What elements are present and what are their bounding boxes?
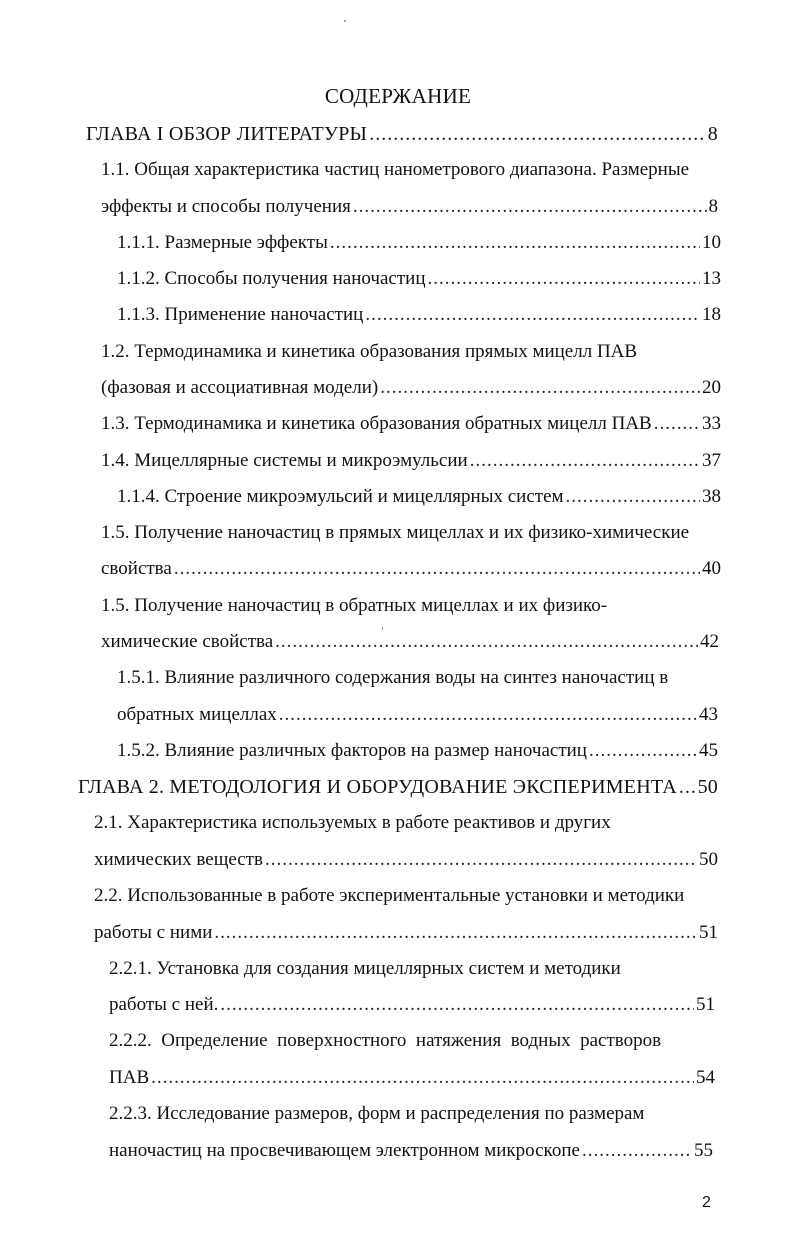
toc-leader-dots — [279, 702, 697, 728]
toc-entry-page: 8 — [708, 196, 718, 217]
toc-entry-page: 38 — [702, 486, 721, 507]
toc-entry-page: 50 — [697, 776, 718, 798]
toc-entry-label: 1.2. Термодинамика и кинетика образования прямых мицелл ПАВ — [101, 341, 638, 362]
toc-entry-2-2-3-first-line — [109, 1101, 715, 1127]
toc-entry-2-2-1 — [109, 992, 715, 1018]
toc-entry-page: 42 — [700, 631, 719, 652]
toc-entry-2-2-first-line — [94, 883, 718, 909]
toc-entry-2-2-1-first-line — [109, 956, 717, 982]
toc-leader-dots — [654, 411, 700, 437]
toc-entry-label: 1.5.1. Влияние различного содержания воды на синтез наночастиц в — [117, 667, 669, 688]
toc-leader-dots — [582, 1138, 692, 1164]
toc-entry-label: 2.2.3. Исследование размеров, форм и распределения по размерам — [109, 1103, 645, 1124]
toc-leader-dots — [470, 448, 700, 474]
toc-entry-1-5b-first-line — [101, 593, 719, 619]
toc-entry-label: 1.4. Мицеллярные системы и микроэмульсии — [101, 450, 468, 471]
toc-entry-2-1-first-line — [94, 810, 718, 836]
toc-entry-page: 55 — [694, 1140, 713, 1161]
toc-entry-page: 54 — [696, 1067, 715, 1088]
toc-entry-label: 1.1.4. Строение микроэмульсий и мицеллярных систем — [117, 486, 564, 507]
page-title: СОДЕРЖАНИЕ — [324, 84, 472, 108]
toc-entry-1-5-1-first-line — [117, 665, 719, 691]
toc-entry-2-2 — [94, 920, 718, 946]
toc-entry-label: 1.5. Получение наночастиц в обратных мицеллах и их физико- — [101, 595, 608, 616]
toc-entry-page: 10 — [702, 232, 721, 253]
toc-entry-label: 2.2. Использованные в работе экспериментальные установки и методики — [94, 885, 685, 906]
toc-leader-dots — [265, 847, 697, 873]
toc-entry-label: 1.1.1. Размерные эффекты — [117, 232, 328, 253]
toc-entry-label: работы с ними — [94, 922, 213, 943]
scan-speck — [344, 20, 346, 22]
toc-entry-label: ГЛАВА 2. МЕТОДОЛОГИЯ И ОБОРУДОВАНИЕ ЭКСПЕРИМЕНТА — [78, 776, 677, 798]
toc-leader-dots — [330, 230, 700, 256]
toc-entry-page: 43 — [699, 704, 718, 725]
toc-entry-page: 8 — [707, 123, 718, 145]
toc-entry-label: 1.5. Получение наночастиц в прямых мицеллах и их физико-химические — [101, 522, 690, 543]
toc-entry-1-1-first-line — [101, 157, 719, 183]
toc-leader-dots — [427, 266, 700, 292]
toc-entry-page: 51 — [699, 922, 718, 943]
toc-entry-label: 1.1. Общая характеристика частиц нанометрового диапазона. Размерные — [101, 159, 690, 180]
toc-leader-dots — [353, 194, 707, 220]
toc-entry-page: 20 — [702, 377, 721, 398]
toc-entry-page: 33 — [702, 413, 721, 434]
toc-entry-1-3 — [101, 411, 721, 437]
toc-leader-dots — [220, 992, 694, 1018]
toc-entry-label: обратных мицеллах — [117, 704, 277, 725]
toc-entry-label: ПАВ — [109, 1067, 150, 1088]
toc-entry-label: свойства — [101, 558, 172, 579]
toc-entry-label: (фазовая и ассоциативная модели) — [101, 377, 379, 398]
toc-entry-1-2-first-line — [101, 339, 719, 365]
toc-entry-1-1-4 — [117, 484, 721, 510]
toc-entry-1-1 — [101, 194, 718, 220]
toc-entry-label: химических веществ — [94, 849, 263, 870]
toc-entry-1-1-1 — [117, 230, 721, 256]
toc-leader-dots — [151, 1065, 694, 1091]
toc-entry-label: работы с ней. — [109, 994, 219, 1015]
page-number: 2 — [702, 1194, 711, 1211]
toc-leader-dots — [275, 629, 698, 655]
toc-entry-2-2-3 — [109, 1138, 713, 1164]
toc-entry-1-1-3 — [117, 302, 721, 328]
toc-entry-page: 37 — [702, 450, 721, 471]
toc-entry-chapter-1 — [86, 121, 718, 147]
toc-leader-dots — [365, 302, 700, 328]
toc-entry-1-5-1 — [117, 702, 718, 728]
toc-entry-1-5-2 — [117, 738, 718, 764]
toc-entry-2-2-2 — [109, 1065, 715, 1091]
toc-entry-label: 2.2.2. Определение поверхностного натяжения водных растворов — [109, 1030, 662, 1051]
toc-entry-label: 1.1.3. Применение наночастиц — [117, 304, 364, 325]
toc-entry-label: ГЛАВА I ОБЗОР ЛИТЕРАТУРЫ — [86, 123, 368, 145]
toc-entry-label: химические свойства — [101, 631, 274, 652]
toc-entry-1-5b — [101, 629, 719, 655]
toc-leader-dots — [589, 738, 697, 764]
toc-entry-page: 13 — [702, 268, 721, 289]
toc-leader-dots — [380, 375, 700, 401]
toc-entry-label: 2.2.1. Установка для создания мицеллярных систем и методики — [109, 958, 621, 979]
toc-entry-page: 40 — [702, 558, 721, 579]
toc-entry-label: 2.1. Характеристика используемых в работе реактивов и других — [94, 812, 611, 833]
toc-entry-label: эффекты и способы получения — [101, 196, 351, 217]
toc-leader-dots — [369, 121, 706, 147]
toc-entry-page: 45 — [699, 740, 718, 761]
toc-entry-1-2 — [101, 375, 721, 401]
toc-entry-label: 1.5.2. Влияние различных факторов на размер наночастиц — [117, 740, 587, 761]
toc-entry-label: 1.3. Термодинамика и кинетика образования обратных мицелл ПАВ — [101, 413, 652, 434]
toc-entry-1-5a-first-line — [101, 520, 719, 546]
toc-entry-label: 1.1.2. Способы получения наночастиц — [117, 268, 426, 289]
toc-entry-1-5a — [101, 556, 721, 582]
toc-entry-page: 51 — [696, 994, 715, 1015]
scan-speck — [382, 627, 383, 630]
toc-entry-chapter-2 — [78, 774, 718, 800]
toc-leader-dots — [679, 774, 696, 800]
toc-leader-dots — [214, 920, 697, 946]
toc-entry-label: наночастиц на просвечивающем электронном микроскопе — [109, 1140, 580, 1161]
toc-entry-2-2-2-first-line — [109, 1028, 715, 1054]
toc-entry-1-1-2 — [117, 266, 721, 292]
toc-leader-dots — [566, 484, 700, 510]
toc-entry-page: 18 — [702, 304, 721, 325]
toc-entry-1-4 — [101, 448, 721, 474]
toc-leader-dots — [174, 556, 700, 582]
toc-entry-page: 50 — [699, 849, 718, 870]
toc-entry-2-1 — [94, 847, 718, 873]
